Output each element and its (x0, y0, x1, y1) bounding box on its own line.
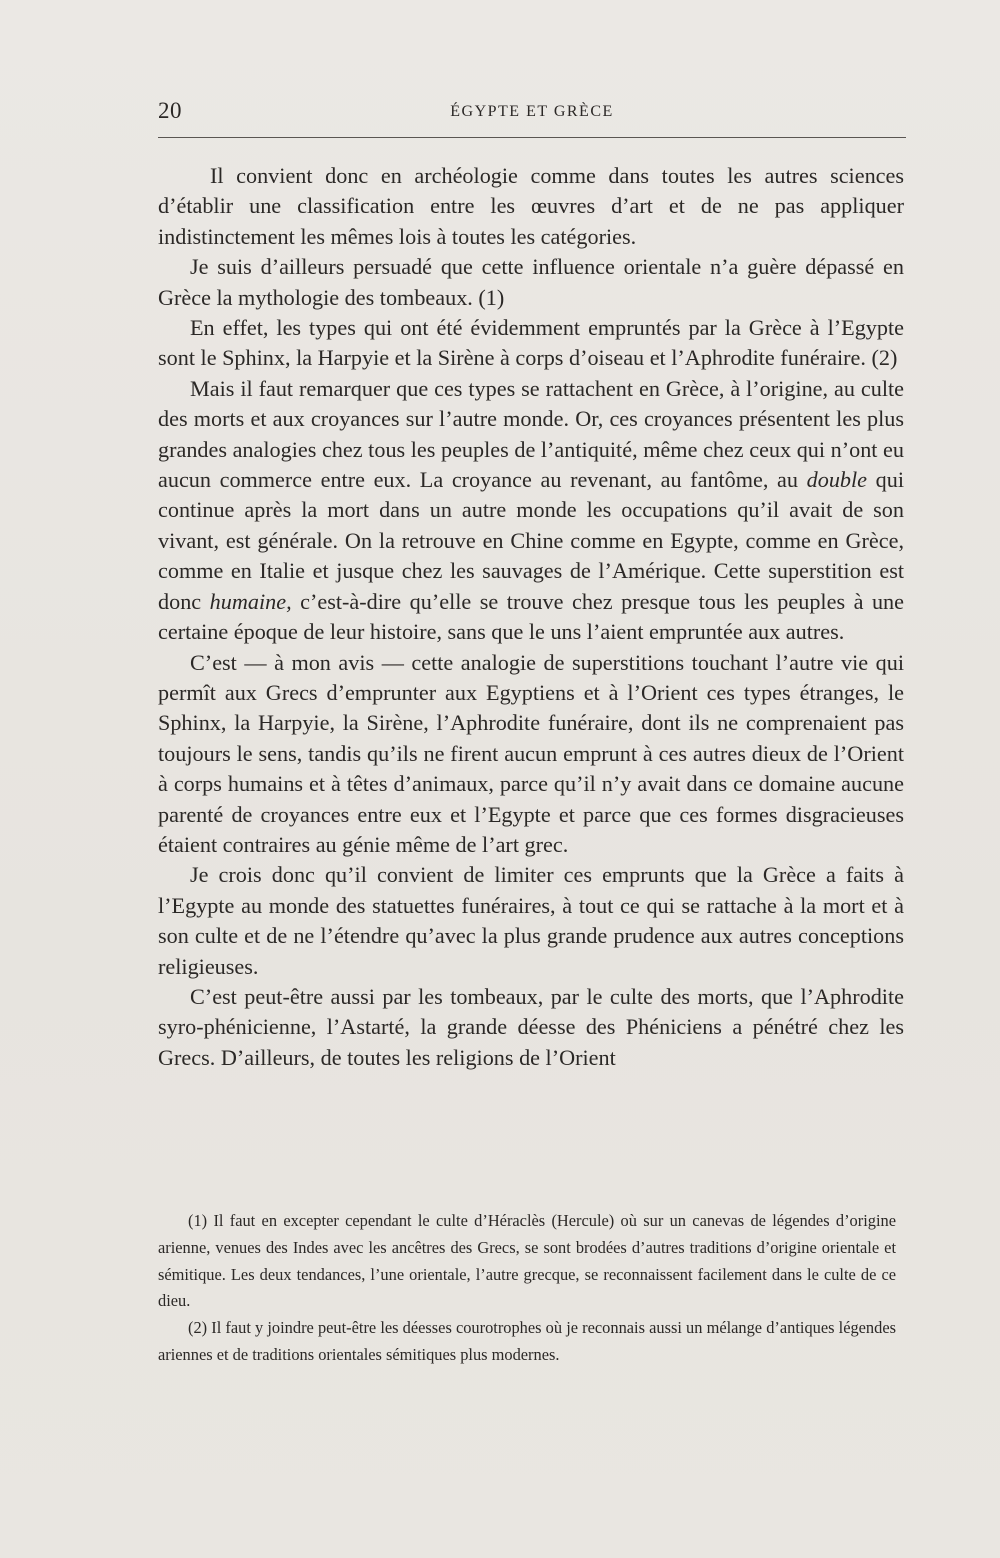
footnotes (158, 1208, 896, 1369)
running-head (158, 96, 906, 136)
paragraph-2 (158, 252, 904, 313)
paragraph-4-part-a: Mais il faut remarquer que ces types se rattachent en Grèce, à l’origine, au culte des morts et aux croyances sur l’autre monde. Or, ces croyances présentent les plus grandes analogies chez tous les peuples de l’antiquité, même chez ceux qui n’ont eu aucun commerce entre eux. La croyance au revenant, au fantôme, au (158, 375, 904, 493)
footnote-ref-1[interactable]: (1) (478, 284, 505, 310)
footnote-ref-2[interactable]: (2) (871, 345, 898, 371)
footnote-1-mark: (1) (188, 1211, 208, 1230)
paragraph-7: C’est peut-être aussi par les tombeaux, par le culte des morts, que l’Aphrodite syro-phénicienne, l’Astarté, la grande déesse des Phéniciens a pénétré chez les Grecs. D’ailleurs, de toutes les religions de l’Orient (158, 983, 904, 1070)
footnote-2 (158, 1315, 896, 1369)
emphasis-double: double (806, 467, 868, 493)
footnote-2-text: Il faut y joindre peut-être les déesses courotrophes où je reconnais aussi un mélange d’antiques légendes ariennes et de traditions orientales sémitiques plus modernes. (158, 1318, 896, 1364)
paragraph-3 (158, 313, 904, 374)
paragraph-5: C’est — à mon avis — cette analogie de superstitions touchant l’autre vie qui permît aux Grecs d’emprunter aux Egyptiens et à l’Orient ces types étranges, le Sphinx, la Harpyie, la Sirène, l’Aphrodite funéraire, dont ils ne comprenaient pas toujours le sens, tandis qu’ils ne firent aucun emprunt à ces autres dieux de l’Orient à corps humains et à têtes d’animaux, parce qu’il n’y avait dans ce domaine aucune parenté de croyances entre eux et l’Egypte et parce que ces formes disgracieuses étaient contraires au génie même de l’art grec. (158, 649, 904, 857)
header-rule (158, 137, 906, 138)
footnote-1-text: Il faut en excepter cependant le culte d’Héraclès (Hercule) où sur un canevas de légendes d’origine arienne, venues des Indes avec les ancêtres des Grecs, se sont brodées d’autres traditions d’origine orientale et sémitique. Les deux tendances, l’une orientale, l’autre grecque, se reconnaissent facilement dans le culte de ce dieu. (158, 1211, 896, 1311)
paragraph-4 (158, 374, 904, 648)
paragraph-4-part-b: qui continue après la mort dans un autre monde les occupations qu’il avait de son vivant, est générale. On la retrouve en Chine comme en Egypte, comme en Grèce, comme en Italie et jusque chez les sauvages de l’Amérique. Cette superstition est donc (158, 467, 904, 614)
running-title: ÉGYPTE ET GRÈCE (450, 103, 614, 120)
paragraph-1: Il convient donc en archéologie comme dans toutes les autres sciences d’établir une classification entre les œuvres d’art et de ne pas appliquer indistinctement les mêmes lois à toutes les catégories. (158, 163, 904, 249)
paragraph-4-part-c: c’est-à-dire qu’elle se trouve chez presque tous les peuples à une certaine époque de leur histoire, sans que le uns l’aient empruntée aux autres. (158, 588, 904, 645)
main-text (158, 161, 904, 1073)
footnote-2-mark: (2) (188, 1318, 208, 1338)
emphasis-humaine: humaine, (209, 588, 292, 614)
paragraph-3-text: En effet, les types qui ont été évidemment empruntés par la Grèce à l’Egypte sont le Sphinx, la Harpyie et la Sirène à corps d’oiseau et l’Aphrodite funéraire. (158, 315, 904, 371)
footnote-1 (158, 1208, 896, 1315)
paragraph-6: Je crois donc qu’il convient de limiter ces emprunts que la Grèce a faits à l’Egypte au monde des statuettes funéraires, à tout ce qui se rattache à la mort et à son culte et de ne l’étendre qu’avec la plus grande prudence aux autres conceptions religieuses. (158, 862, 904, 979)
page-number: 20 (158, 98, 182, 123)
paragraph-2-text: Je suis d’ailleurs persuadé que cette influence orientale n’a guère dépassé en Grèce la mythologie des tombeaux. (158, 254, 904, 310)
